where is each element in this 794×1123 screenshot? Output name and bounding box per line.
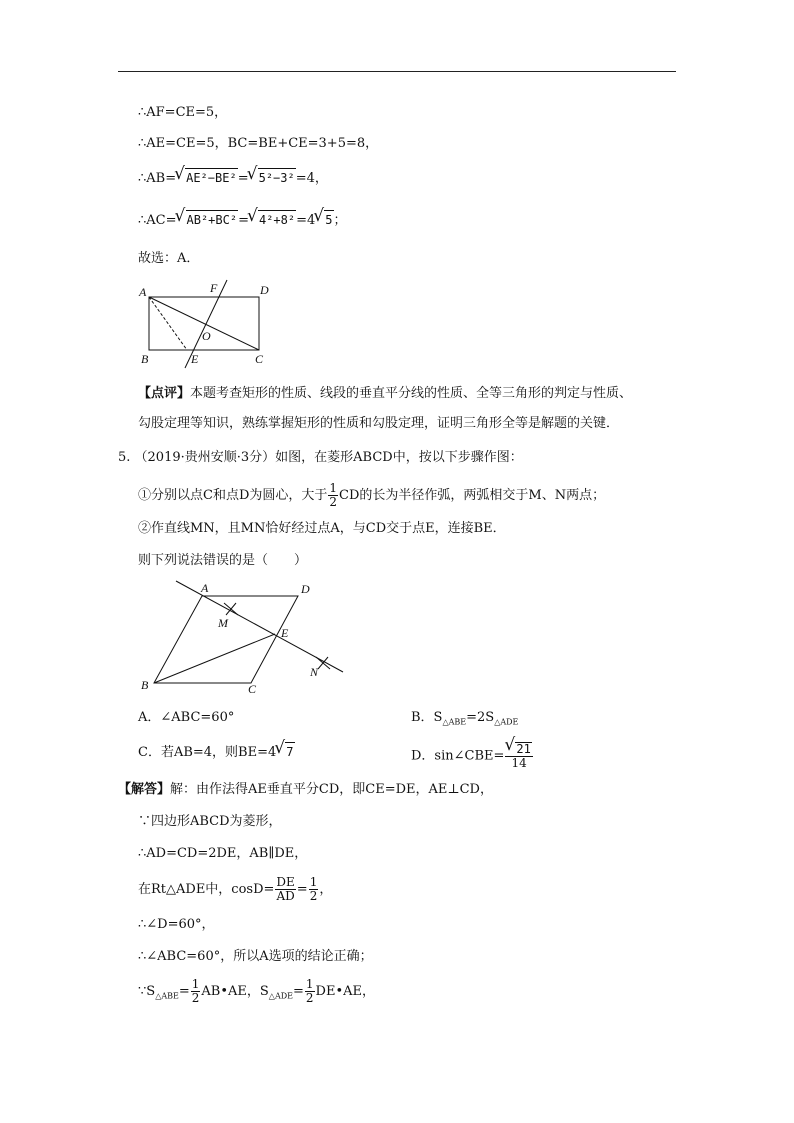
- ask-line: [138, 552, 307, 570]
- header-rule: [118, 71, 676, 72]
- review-tag: 【点评】: [138, 386, 191, 401]
- solution-text-2: ∵四边形ABCD为菱形，: [138, 814, 282, 829]
- figure-rhombus: [138, 575, 353, 697]
- frac-half-3: [191, 978, 201, 1005]
- solution-7-end: DE•AE，: [315, 984, 375, 999]
- review-text-2: 勾股定理等知识，熟练掌握矩形的性质和勾股定理，证明三角形全等是解题的关键．: [138, 416, 620, 431]
- label-b: B: [141, 352, 149, 366]
- frac-half-4: [305, 978, 315, 1005]
- review-text-1: 本题考查矩形的性质、线段的垂直平分线的性质、全等三角形的判定与性质、: [190, 386, 633, 401]
- rad-5-3: 5²−3²: [258, 168, 296, 187]
- frac-half-4-den: 2: [305, 991, 314, 1005]
- solution-text-1: 解：由作法得AE垂直平分CD，即CE=DE，AE⊥CD，: [170, 782, 493, 797]
- solution-line-4: [138, 876, 332, 903]
- line-ae-bc: [138, 135, 378, 153]
- frac-half-num: 1: [329, 481, 338, 495]
- label-d: D: [260, 283, 269, 297]
- option-b[interactable]: [411, 709, 518, 732]
- text-ab-pre: ∴AB=: [138, 171, 177, 186]
- question-5-text: 5. （2019·贵州安顺·3分）如图，在菱形ABCD中，按以下步骤作图：: [118, 450, 523, 465]
- frac-ad: AD: [276, 889, 295, 903]
- review-line-1: [138, 385, 632, 403]
- label-e2: E: [281, 626, 289, 640]
- label-e: E: [191, 352, 199, 366]
- solution-text-3: ∴AD=CD=2DE，AB∥DE，: [138, 846, 308, 861]
- sqrt-5-3: [249, 168, 296, 188]
- arc-mark-n: [316, 657, 330, 669]
- step-2-text: ②作直线MN，且MN恰好经过点A，与CD交于点E，连接BE．: [138, 521, 506, 536]
- rad-ae-be: AE²−BE²: [185, 168, 238, 187]
- frac-half-2-num: 1: [309, 875, 318, 889]
- text-ae-bc: ∴AE=CE=5，BC=BE+CE=3+5=8，: [138, 136, 379, 151]
- text-af-ce: ∴AF=CE=5，: [138, 105, 228, 120]
- label-b2: B: [141, 678, 149, 692]
- line-ab: [138, 168, 328, 188]
- option-b-mid: =2S: [466, 710, 495, 725]
- dashed-ae: [149, 297, 187, 350]
- solution-text-6: ∴∠ABC=60°，所以A选项的结论正确；: [138, 949, 373, 964]
- solution-7-eq1: =: [178, 984, 190, 999]
- frac-de-ad: [275, 876, 295, 903]
- frac-sqrt21-14: [505, 742, 532, 770]
- rad-21: 21: [516, 742, 531, 756]
- frac-half-2: [309, 876, 319, 903]
- sqrt-ae-be: [176, 168, 238, 188]
- solution-4-pre: 在Rt△ADE中，cosD=: [138, 882, 275, 897]
- rhombus-abcd: [154, 596, 298, 683]
- option-d-pre: D．sin∠CBE=: [411, 748, 505, 764]
- option-b-sub1: △ABE: [442, 717, 467, 727]
- frac-half-3-den: 2: [191, 991, 200, 1005]
- solution-tag: 【解答】: [118, 782, 171, 797]
- label-a2: A: [201, 581, 209, 595]
- figure-rectangle: [135, 278, 285, 370]
- sqrt-4-8: [249, 210, 296, 230]
- question-5: [118, 449, 523, 467]
- option-a[interactable]: [138, 709, 234, 727]
- rad-ab-bc: AB²+BC²: [186, 210, 239, 229]
- label-o: O: [202, 329, 211, 343]
- text-ac-post: =4: [296, 213, 316, 228]
- solution-line-3: [138, 845, 307, 863]
- label-c2: C: [248, 682, 257, 696]
- option-a-text: A．∠ABC=60°: [138, 710, 235, 725]
- sqrt-5: [315, 210, 333, 230]
- solution-line-6: [138, 948, 373, 966]
- option-b-sub2: △ADE: [494, 717, 519, 727]
- text-answer: 故选：A．: [138, 251, 200, 266]
- ask-text: 则下列说法错误的是（ ）: [138, 553, 308, 568]
- text-ac-end: ；: [333, 213, 347, 228]
- sqrt-21: [506, 742, 531, 756]
- step-1: [138, 482, 605, 509]
- rad-4-8: 4²+8²: [258, 210, 296, 229]
- line-ac: [138, 210, 347, 230]
- step-1-pre: ①分别以点C和点D为圆心，大于: [138, 488, 328, 503]
- rad-7: 7: [285, 742, 294, 761]
- text-eq2: =: [238, 213, 249, 228]
- solution-line-2: [138, 813, 282, 831]
- solution-7-sub2: △ADE: [268, 991, 293, 1001]
- frac-den-14: 14: [511, 756, 527, 770]
- frac-half: [328, 482, 338, 509]
- option-b-pre: B．S: [411, 710, 443, 725]
- review-line-2: [138, 415, 619, 433]
- frac-sqrt21-num: [505, 742, 532, 757]
- text-eq: =: [237, 171, 249, 186]
- solution-line-1: [118, 781, 493, 799]
- label-c: C: [255, 352, 264, 366]
- label-d2: D: [301, 582, 310, 596]
- step-1-post: CD的长为半径作弧，两弧相交于M、N两点；: [339, 488, 606, 503]
- sqrt-7: [276, 742, 294, 762]
- solution-4-end: ，: [319, 882, 333, 897]
- label-a: A: [139, 285, 147, 299]
- segment-be: [154, 634, 275, 683]
- text-ac-pre: ∴AC=: [138, 213, 177, 228]
- arc-mark-m: [224, 603, 238, 615]
- label-f: F: [210, 281, 218, 295]
- solution-line-5: [138, 916, 215, 934]
- solution-text-5: ∴∠D=60°，: [138, 917, 215, 932]
- frac-de: DE: [276, 875, 295, 889]
- line-af-ce: [138, 104, 227, 122]
- solution-7-mid: AB•AE，S: [201, 984, 269, 999]
- frac-half-2-den: 2: [309, 889, 318, 903]
- solution-7-pre: ∵S: [138, 984, 156, 999]
- option-d[interactable]: [411, 742, 534, 770]
- line-answer: [138, 250, 199, 268]
- frac-half-3-num: 1: [191, 977, 200, 991]
- solution-7-eq2: =: [292, 984, 304, 999]
- step-2: [138, 520, 506, 538]
- solution-line-7: [138, 978, 375, 1006]
- option-c-pre: C．若AB=4，则BE=4: [138, 745, 277, 760]
- label-m: M: [218, 616, 228, 630]
- label-n: N: [310, 665, 319, 679]
- sqrt-ab-bc: [177, 210, 239, 230]
- rad-5: 5: [324, 210, 333, 229]
- frac-half-den: 2: [329, 495, 338, 509]
- text-ab-post: =4，: [295, 171, 328, 186]
- solution-4-mid: =: [296, 882, 308, 897]
- solution-7-sub1: △ABE: [155, 991, 179, 1001]
- option-c[interactable]: [138, 742, 295, 762]
- frac-half-4-num: 1: [305, 977, 314, 991]
